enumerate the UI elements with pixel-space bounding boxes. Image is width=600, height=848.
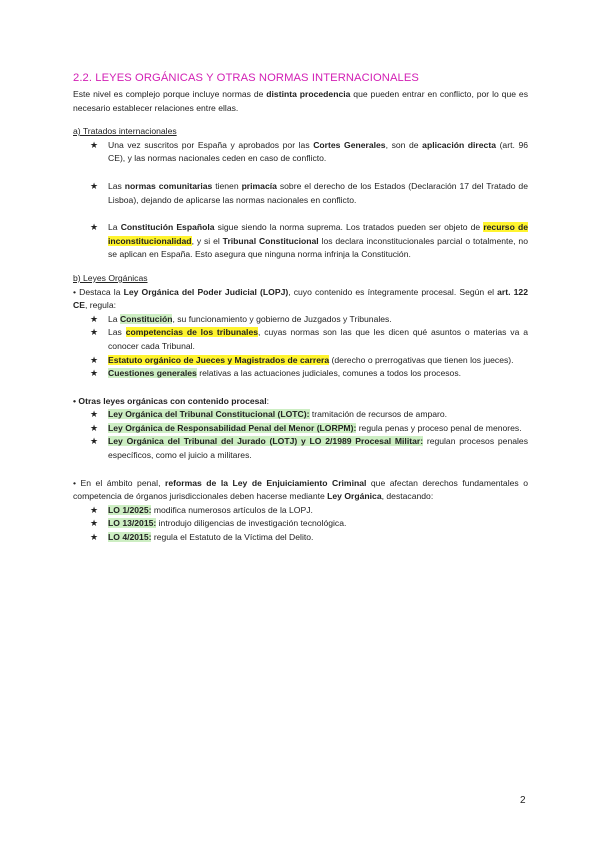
text: , cuyas normas son las que les dicen qué asuntos o materias va a conocer cada Tribunal.	[108, 327, 528, 351]
star-icon: ★	[90, 313, 99, 324]
text: que afectan derechos fundamentales o competencia de órganos jurisdiccionales deben hacerse mediante	[73, 477, 528, 502]
text: Las	[108, 180, 125, 191]
text: Una vez suscritos por España y aprobados por las	[108, 139, 314, 150]
list-item	[73, 422, 528, 436]
list-item	[73, 408, 528, 422]
star-icon: ★	[90, 532, 99, 543]
list-item	[73, 313, 528, 327]
list-item	[73, 139, 528, 166]
bold-text: Otras leyes orgánicas con contenido procesal	[78, 395, 267, 406]
text: , regula:	[84, 300, 117, 311]
list-item	[73, 435, 528, 462]
text: • Destaca la	[73, 286, 124, 297]
star-icon: ★	[90, 409, 99, 420]
text: que pueden entrar en conflicto, por lo que es necesario establecer relaciones entre ellas.	[73, 89, 528, 113]
text: , cuyo contenido es íntegramente procesal. Según el	[288, 286, 498, 297]
bold-text: Tribunal Constitucional	[222, 235, 319, 246]
otras-leyes-list	[73, 408, 528, 462]
star-icon: ★	[90, 422, 99, 433]
otras-leyes-heading	[73, 395, 528, 409]
intro-paragraph	[73, 88, 528, 115]
tratados-list	[73, 139, 528, 262]
bullet: •	[73, 395, 79, 406]
bold-text: normas comunitarias	[124, 180, 213, 191]
text: , son de	[385, 139, 423, 150]
text: los declara inconstitucionales parcial o totalmente, no se aplican en España. Esto asegura que ninguna norma infrinja la Constitución.	[108, 235, 528, 260]
star-icon: ★	[90, 327, 99, 338]
bold-text: reformas de la Ley de Enjuiciamiento Criminal	[164, 477, 367, 488]
star-icon: ★	[90, 354, 99, 365]
bold-text: Constitución Española	[120, 222, 215, 233]
text: modifica numerosos artículos de la LOPJ.	[151, 504, 313, 515]
text: introdujo diligencias de investigación tecnológica.	[156, 518, 347, 529]
text: (art. 96 CE), y las normas nacionales ceden en caso de conflicto.	[108, 139, 528, 164]
highlighted-bold-text: recurso de inconstitucionalidad	[108, 222, 528, 246]
subsection-title-a: a) Tratados internacionales	[73, 126, 177, 137]
highlighted-bold-text: Estatuto orgánico de Jueces y Magistrados de carrera	[108, 354, 330, 365]
star-icon: ★	[90, 504, 99, 515]
list-item	[73, 367, 528, 381]
text: tienen	[212, 180, 242, 191]
highlighted-bold-text: competencias de los tribunales	[125, 327, 258, 338]
bold-text: Ley Orgánica del Poder Judicial (LOPJ)	[123, 286, 289, 297]
star-icon: ★	[90, 222, 99, 233]
text: relativas a las actuaciones judiciales, comunes a todos los procesos.	[196, 368, 462, 379]
bold-text: aplicación directa	[422, 139, 496, 150]
star-icon: ★	[90, 180, 99, 191]
highlighted-bold-text: Ley Orgánica del Tribunal Constitucional (LOTC):	[108, 409, 310, 420]
bold-text: Cortes Generales	[313, 139, 386, 150]
list-item	[73, 517, 528, 531]
text: sigue siendo la norma suprema. Los tratados pueden ser objeto de	[214, 222, 484, 233]
list-item	[73, 354, 528, 368]
text: , destacando:	[381, 491, 434, 502]
list-item	[73, 180, 528, 207]
list-item	[73, 221, 528, 262]
text: , su funcionamiento y gobierno de Juzgados y Tribunales.	[172, 313, 392, 324]
text: (derecho o prerrogativas que tienen los jueces).	[329, 354, 514, 365]
page-content	[73, 71, 528, 545]
highlighted-bold-text: LO 1/2025:	[108, 504, 152, 515]
text: La	[108, 313, 120, 324]
text: tramitación de recursos de amparo.	[309, 409, 448, 420]
text: sobre el derecho de los Estados (Declaración 17 del Tratado de Lisboa), dejando de aplicarse las normas nacionales en conflicto.	[108, 180, 528, 205]
star-icon: ★	[90, 368, 99, 379]
bold-text: primacía	[241, 180, 277, 191]
page-number: 2	[520, 795, 526, 806]
highlighted-bold-text: Cuestiones generales	[108, 368, 197, 379]
bold-text: distinta procedencia	[266, 89, 351, 99]
text: • En el ámbito penal,	[73, 477, 165, 488]
text: regula el Estatuto de la Víctima del Delito.	[151, 532, 314, 543]
text: :	[266, 395, 269, 406]
subsection-title-b: b) Leyes Orgánicas	[73, 272, 148, 283]
bold-text: art. 122 CE	[73, 286, 528, 311]
text: La	[108, 222, 121, 233]
bold-text: Ley Orgánica	[327, 491, 382, 502]
list-item	[73, 326, 528, 353]
lopj-paragraph	[73, 286, 528, 313]
text: Este nivel es complejo porque incluye normas de	[73, 89, 267, 99]
section-heading: 2.2. LEYES ORGÁNICAS Y OTRAS NORMAS INTERNACIONALES	[73, 72, 419, 84]
star-icon: ★	[90, 436, 99, 447]
highlighted-bold-text: Constitución	[119, 313, 173, 324]
star-icon: ★	[90, 518, 99, 529]
lopj-list	[73, 313, 528, 381]
highlighted-bold-text: Ley Orgánica de Responsabilidad Penal del Menor (LORPM):	[108, 422, 357, 433]
penal-paragraph	[73, 477, 528, 504]
reformas-list	[73, 504, 528, 545]
text: Las	[108, 327, 126, 338]
highlighted-bold-text: Ley Orgánica del Tribunal del Jurado (LOTJ) y LO 2/1989 Procesal Militar:	[108, 436, 424, 447]
list-item	[73, 504, 528, 518]
text: , y si el	[191, 235, 223, 246]
highlighted-bold-text: LO 13/2015:	[108, 518, 157, 529]
highlighted-bold-text: LO 4/2015:	[108, 532, 152, 543]
star-icon: ★	[90, 139, 99, 150]
text: regula penas y proceso penal de menores.	[356, 422, 522, 433]
list-item	[73, 531, 528, 545]
text: regulan procesos penales específicos, como el juicio a militares.	[108, 436, 528, 461]
